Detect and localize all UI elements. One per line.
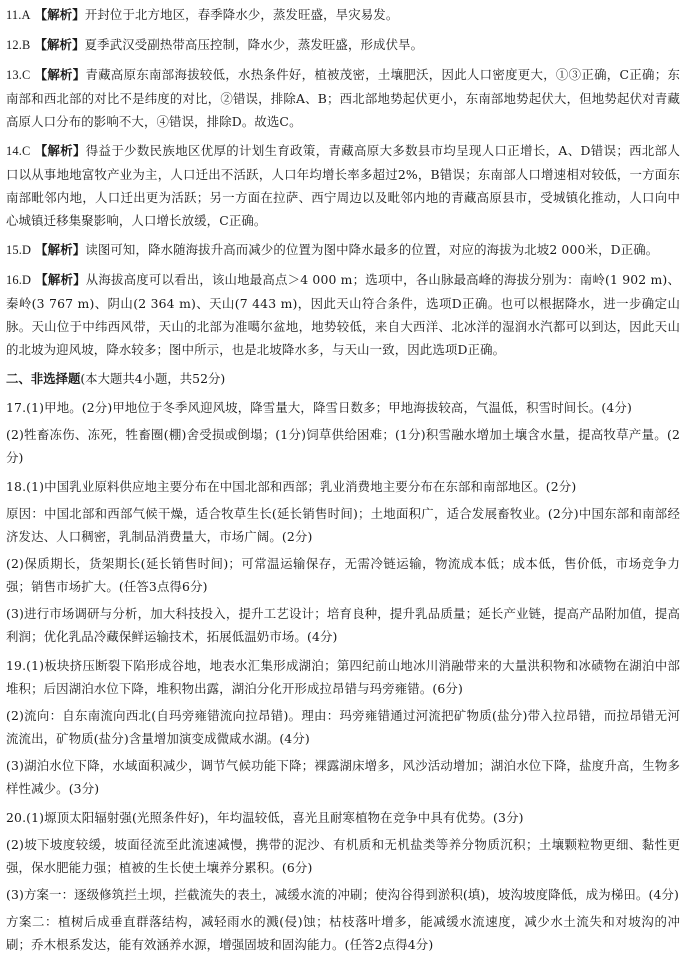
answer-text: 得益于少数民族地区优厚的计划生育政策，青藏高原大多数县市均呈现人口正增长，A、D错误；西北部人口以从事地地富牧产业为主，人口迁出不活跃，人口年均增长率多超过2%，B错误；东南部人口增速相对较低，一方面东南部毗邻内地，人口迁出更为活跃；另一方面在拉萨、西宁周边以及毗邻内地的青藏高原县市，受城镇化推动，人口向中心城镇迁移集聚影响，人口增长放缓，C正确。 (6, 143, 680, 228)
answer-12 (6, 33, 680, 57)
answer-18 (6, 475, 680, 648)
question-number: 13.C (6, 68, 31, 82)
answer-20 (6, 806, 680, 956)
answer-11 (6, 3, 680, 27)
answer-part: 方案二：植树后成垂直群落结构，减轻雨水的溅(侵)蚀；枯枝落叶增多，能减缓水流速度，减少水土流失和对坡沟的冲刷；乔木根系发达，能有效涵养水源，增强固坡和固沟能力。(任答2点得4分) (6, 914, 680, 952)
analysis-tag: 【解析】 (35, 242, 86, 257)
answer-part: 20.(1)塬顶太阳辐射强(光照条件好)，年均温较低，喜光且耐寒植物在竞争中具有优势。(3分) (6, 810, 524, 825)
answer-15 (6, 238, 680, 262)
answer-part: (2)流向：自东南流向西北(自玛旁雍错流向拉昂错)。理由：玛旁雍错通过河流把矿物质(盐分)带入拉昂错，而拉昂错无河流流出，矿物质(盐分)含量增加演变成微咸水湖。(4分) (6, 708, 680, 746)
answer-13 (6, 63, 680, 133)
answer-text: 夏季武汉受副热带高压控制，降水少，蒸发旺盛，形成伏旱。 (84, 37, 424, 52)
question-number: 14.C (6, 144, 31, 158)
answer-17 (6, 396, 680, 469)
answer-14 (6, 139, 680, 232)
answer-part: (2)保质期长，货架期长(延长销售时间)；可常温运输保存，无需冷链运输，物流成本低；成本低，售价低，市场竞争力强；销售市场扩大。(任答3点得6分) (6, 556, 680, 594)
analysis-tag: 【解析】 (35, 272, 86, 287)
section-note: (本大题共4小题，共52分) (80, 371, 226, 386)
answer-part: (2)牲畜冻伤、冻死，牲畜圈(棚)舍受损或倒塌；(1分)饲草供给困难；(1分)积雪融水增加土壤含水量，提高牧草产量。(2分) (6, 427, 680, 465)
section-title: 二、非选择题 (6, 371, 81, 386)
answer-part: 原因：中国北部和西部气候干燥，适合牧草生长(延长销售时间)；土地面积广，适合发展畜牧业。(2分)中国东部和南部经济发达、人口稠密，乳制品消费量大，市场广阔。(2分) (6, 506, 680, 544)
question-number: 11.A (6, 8, 31, 22)
answer-text: 开封位于北方地区，春季降水少，蒸发旺盛，旱灾易发。 (84, 7, 399, 22)
answer-part: 19.(1)板块挤压断裂下陷形成谷地，地表水汇集形成湖泊；第四纪前山地冰川消融带来的大量洪积物和冰碛物在湖泊中部堆积；后因湖泊水位下降，堆积物出露，湖泊分化开形成拉昂错与玛旁雍错。(6分) (6, 658, 680, 696)
answer-19 (6, 654, 680, 800)
answer-text: 读图可知，降水随海拔升高而减少的位置为图中降水最多的位置，对应的海拔为北坡2 000米，D正确。 (85, 242, 659, 257)
answer-part: (3)方案一：逐级修筑拦土坝，拦截流失的表土，减缓水流的冲刷；使沟谷得到淤积(填)，坡沟坡度降低，成为梯田。(4分) (6, 887, 680, 902)
answer-text: 青藏高原东南部海拔较低，水热条件好，植被茂密，土壤肥沃，因此人口密度更大，①③正确，C正确；东南部和西北部的对比不是纬度的对比，②错误，排除A、B；西北部地势起伏更小，东南部地势起伏大，但地势起伏对青藏高原人口分布的影响不大，④错误，排除D。故选C。 (6, 67, 680, 129)
analysis-tag: 【解析】 (34, 143, 86, 158)
answer-16 (6, 268, 680, 361)
question-number: 16.D (6, 273, 32, 287)
section-heading (6, 367, 680, 390)
analysis-tag: 【解析】 (34, 37, 85, 52)
answer-part: (3)湖泊水位下降，水域面积减少，调节气候功能下降；裸露湖床增多，风沙活动增加；湖泊水位下降，盐度升高，生物多样性减少。(3分) (6, 758, 680, 796)
answer-part: 18.(1)中国乳业原料供应地主要分布在中国北部和西部；乳业消费地主要分布在东部和南部地区。(2分) (6, 479, 577, 494)
analysis-tag: 【解析】 (34, 7, 85, 22)
answer-part: 17.(1)甲地。(2分)甲地位于冬季风迎风坡，降雪量大，降雪日数多；甲地海拔较高，气温低，积雪时间长。(4分) (6, 400, 632, 415)
question-number: 15.D (6, 243, 32, 257)
answer-part: (2)坡下坡度较缓，坡面径流至此流速减慢，携带的泥沙、有机质和无机盐类等养分物质沉积；土壤颗粒物更细、黏性更强，保水肥能力强；植被的生长使土壤养分累积。(6分) (6, 837, 680, 875)
analysis-tag: 【解析】 (34, 67, 86, 82)
answer-part: (3)进行市场调研与分析，加大科技投入，提升工艺设计；培育良种，提升乳品质量；延长产业链，提高产品附加值，提高利润；优化乳品冷藏保鲜运输技术，拓展低温奶市场。(4分) (6, 606, 680, 644)
question-number: 12.B (6, 38, 31, 52)
answer-text: 从海拔高度可以看出，该山地最高点＞4 000 m；选项中，各山脉最高峰的海拔分别为：南岭(1 902 m)、秦岭(3 767 m)、阴山(2 364 m)、天山(7 443 m)，因此天山符合条件，选项D正确。也可以根据降水，进一步确定山脉。天山位于中纬西风带，天山的北部为准噶尔盆地，地势较低，来自大西洋、北冰洋的湿润水汽都可以到达，因此天山的北坡为迎风坡，降水较多；图中所示，也是北坡降水多，与天山一致，因此选项D正确。 (6, 272, 680, 357)
